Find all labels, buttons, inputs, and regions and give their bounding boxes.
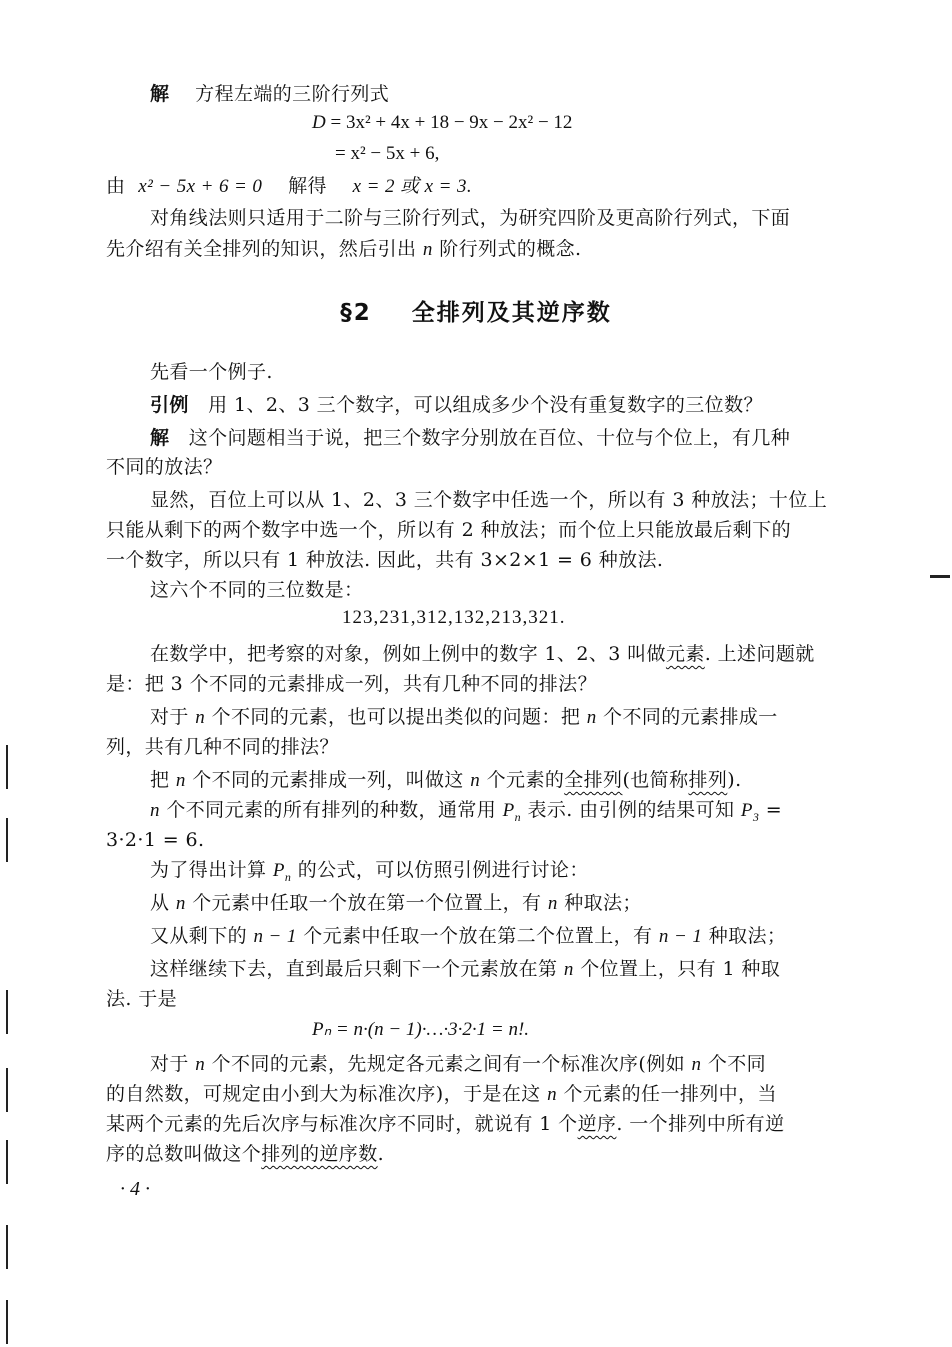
factorial-formula: Pₙ = n·(n − 1)·…·3·2·1 = n!. — [312, 1019, 530, 1040]
six-numbers-intro: 这六个不同的三位数是： — [150, 579, 364, 601]
scan-mark — [6, 1140, 8, 1184]
equation-line-2: = x² − 5x + 6, — [335, 143, 440, 164]
six-numbers-list: 123,231,312,132,213,321. — [342, 607, 566, 628]
step-three-line2: 法. 于是 — [106, 988, 178, 1010]
inversion-definition-line2: 的自然数，可规定由小到大为标准次序)，于是在这 n 个元素的任一排列中，当 — [106, 1083, 777, 1105]
equation-line-1: D = 3x² + 4x + 18 − 9x − 2x² − 12 — [312, 112, 573, 133]
formula-derivation-intro: 为了得出计算 $P_n$ 的公式，可以仿照引例进行讨论： — [150, 859, 589, 884]
scan-mark — [6, 1225, 8, 1269]
paragraph-diagonal-rule-line1: 对角线法则只适用于二阶与三阶行列式，为研究四阶及更高阶行列式，下面 — [150, 207, 791, 229]
example-solution-line1: 解 这个问题相当于说，把三个数字分别放在百位、十位与个位上，有几种 — [150, 427, 791, 449]
page-number: · 4 · — [120, 1178, 150, 1200]
section-number: §2 — [340, 300, 372, 326]
full-permutation-definition: 把 n 个不同的元素排成一列，叫做这 n 个元素的全排列(也简称排列). — [150, 769, 742, 791]
pn-definition-line2: 3·2·1 = 6. — [106, 829, 205, 851]
section-name: 全排列及其逆序数 — [411, 300, 612, 326]
section-title — [0, 294, 952, 327]
element-definition-line2: 是：把 3 个不同的元素排成一列，共有几种不同的排法？ — [106, 673, 597, 695]
jie-label: 解 — [150, 83, 170, 105]
pn-definition-line1: n 个不同元素的所有排列的种数，通常用 $P_n$ 表示. 由引例的结果可知 $P_3$ = — [150, 799, 783, 824]
reasoning-line3: 一个数字，所以只有 1 种放法. 因此，共有 3×2×1 = 6 种放法. — [106, 549, 664, 571]
term-permutation: 排列 — [688, 769, 728, 791]
term-inversion-number: 排列的逆序数 — [261, 1143, 378, 1165]
reasoning-line2: 只能从剩下的两个数字中选一个，所以有 2 种放法；而个位上只能放最后剩下的 — [106, 519, 791, 541]
reasoning-line1: 显然，百位上可以从 1、2、3 三个数字中任选一个，所以有 3 种放法；十位上 — [150, 489, 828, 511]
term-full-permutation: 全排列 — [564, 769, 623, 791]
term-inversion: 逆序 — [577, 1113, 617, 1135]
n-elements-question-line2: 列，共有几种不同的排法？ — [106, 736, 339, 758]
example-solution-line2: 不同的放法？ — [106, 456, 223, 478]
scan-mark — [6, 1300, 8, 1344]
step-three-line1: 这样继续下去，直到最后只剩下一个元素放在第 n 个位置上，只有 1 种取 — [150, 958, 781, 980]
inversion-definition-line3: 某两个元素的先后次序与标准次序不同时，就说有 1 个逆序. 一个排列中所有逆 — [106, 1113, 785, 1135]
example-intro: 先看一个例子. — [150, 361, 273, 383]
step-one: 从 n 个元素中任取一个放在第一个位置上，有 n 种取法； — [150, 892, 642, 914]
inversion-definition-line4: 序的总数叫做这个排列的逆序数. — [106, 1143, 385, 1165]
scan-mark — [6, 990, 8, 1034]
inversion-definition-line1: 对于 n 个不同的元素，先规定各元素之间有一个标准次序(例如 n 个不同 — [150, 1053, 767, 1075]
n-elements-question-line1: 对于 n 个不同的元素，也可以提出类似的问题：把 n 个不同的元素排成一 — [150, 706, 778, 728]
solution-text: 方程左端的三阶行列式 — [195, 83, 390, 105]
example-question: 引例 用 1、2、3 三个数字，可以组成多少个没有重复数字的三位数？ — [150, 394, 763, 416]
scan-mark — [6, 818, 8, 862]
solve-line: 由 x² − 5x + 6 = 0 解得 x = 2 或 x = 3. — [106, 175, 473, 197]
scan-mark — [930, 575, 950, 578]
paragraph-diagonal-rule-line2: 先介绍有关全排列的知识，然后引出 n 阶行列式的概念. — [106, 238, 582, 260]
step-two: 又从剩下的 n − 1 个元素中任取一个放在第二个位置上，有 n − 1 种取法； — [150, 925, 787, 947]
solution-intro — [150, 80, 389, 108]
element-definition-line1: 在数学中，把考察的对象，例如上例中的数字 1、2、3 叫做元素. 上述问题就 — [150, 643, 815, 665]
scan-mark — [6, 745, 8, 789]
term-element: 元素 — [665, 643, 705, 665]
scan-mark — [6, 1068, 8, 1112]
